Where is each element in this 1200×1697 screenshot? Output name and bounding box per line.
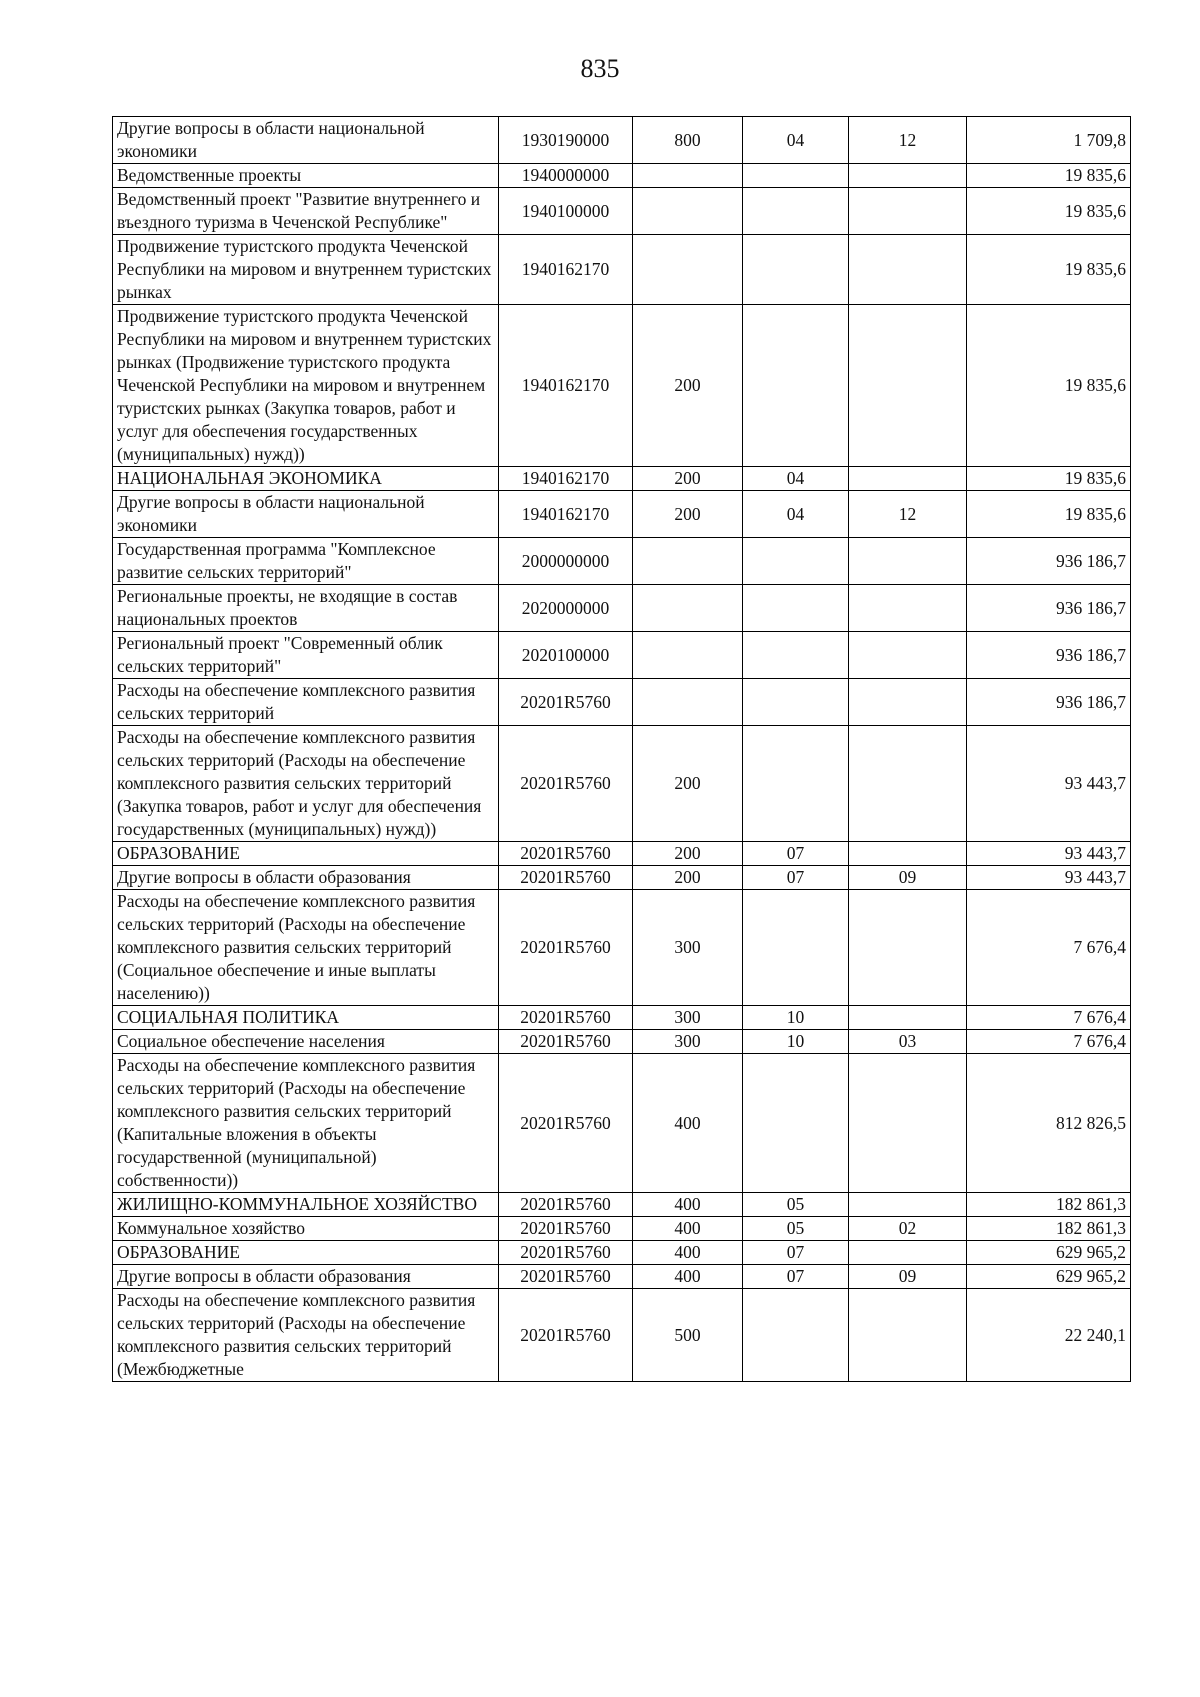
row-section-cell: 04 [743, 491, 849, 538]
row-subsection-cell [849, 1241, 967, 1265]
row-name-cell: Региональные проекты, не входящие в состав национальных проектов [113, 585, 499, 632]
row-subsection-cell [849, 842, 967, 866]
row-section-cell [743, 1054, 849, 1193]
row-section-cell [743, 632, 849, 679]
budget-table [112, 116, 1131, 1382]
row-amount-cell: 19 835,6 [967, 491, 1131, 538]
row-section-cell: 10 [743, 1030, 849, 1054]
page-number: 835 [580, 54, 620, 83]
row-amount-cell: 19 835,6 [967, 467, 1131, 491]
row-expense-type-cell: 200 [633, 491, 743, 538]
row-target-article-cell: 20201R5760 [499, 1265, 633, 1289]
row-expense-type-cell [633, 585, 743, 632]
row-expense-type-cell [633, 188, 743, 235]
row-expense-type-cell: 200 [633, 305, 743, 467]
row-amount-cell: 19 835,6 [967, 235, 1131, 305]
row-subsection-cell: 09 [849, 1265, 967, 1289]
row-subsection-cell [849, 538, 967, 585]
row-name-cell: Другие вопросы в области образования [113, 1265, 499, 1289]
row-section-cell: 07 [743, 866, 849, 890]
table-row [113, 632, 1131, 679]
row-amount-cell: 936 186,7 [967, 632, 1131, 679]
table-row [113, 1006, 1131, 1030]
row-target-article-cell: 20201R5760 [499, 726, 633, 842]
row-subsection-cell [849, 467, 967, 491]
table-row [113, 679, 1131, 726]
row-expense-type-cell: 400 [633, 1054, 743, 1193]
row-expense-type-cell: 200 [633, 467, 743, 491]
table-row [113, 538, 1131, 585]
row-amount-cell: 19 835,6 [967, 188, 1131, 235]
row-expense-type-cell [633, 164, 743, 188]
row-subsection-cell [849, 1054, 967, 1193]
row-amount-cell: 7 676,4 [967, 1030, 1131, 1054]
row-subsection-cell: 02 [849, 1217, 967, 1241]
row-expense-type-cell: 200 [633, 726, 743, 842]
row-expense-type-cell [633, 235, 743, 305]
row-target-article-cell: 20201R5760 [499, 679, 633, 726]
row-target-article-cell: 20201R5760 [499, 1193, 633, 1217]
row-subsection-cell: 12 [849, 491, 967, 538]
row-expense-type-cell [633, 538, 743, 585]
row-target-article-cell: 20201R5760 [499, 1006, 633, 1030]
row-name-cell: Расходы на обеспечение комплексного развития сельских территорий (Расходы на обеспечение комплексного развития сельских территорий (Социальное обеспечение и иные выплаты населению)) [113, 890, 499, 1006]
row-target-article-cell: 1940000000 [499, 164, 633, 188]
row-name-cell: Ведомственные проекты [113, 164, 499, 188]
table-row [113, 117, 1131, 164]
table-row [113, 1289, 1131, 1382]
row-target-article-cell: 2020100000 [499, 632, 633, 679]
row-subsection-cell: 09 [849, 866, 967, 890]
row-section-cell: 05 [743, 1217, 849, 1241]
table-row [113, 1265, 1131, 1289]
row-target-article-cell: 1940100000 [499, 188, 633, 235]
table-row [113, 164, 1131, 188]
table-row [113, 235, 1131, 305]
row-name-cell: ЖИЛИЩНО-КОММУНАЛЬНОЕ ХОЗЯЙСТВО [113, 1193, 499, 1217]
row-target-article-cell: 20201R5760 [499, 842, 633, 866]
row-name-cell: ОБРАЗОВАНИЕ [113, 1241, 499, 1265]
row-name-cell: Другие вопросы в области национальной экономики [113, 491, 499, 538]
row-subsection-cell [849, 188, 967, 235]
row-target-article-cell: 2000000000 [499, 538, 633, 585]
table-row [113, 726, 1131, 842]
table-row [113, 1217, 1131, 1241]
table-row [113, 1241, 1131, 1265]
row-target-article-cell: 20201R5760 [499, 1217, 633, 1241]
row-name-cell: Социальное обеспечение населения [113, 1030, 499, 1054]
table-row [113, 890, 1131, 1006]
row-name-cell: ОБРАЗОВАНИЕ [113, 842, 499, 866]
row-name-cell: Расходы на обеспечение комплексного развития сельских территорий (Расходы на обеспечение комплексного развития сельских территорий (Капитальные вложения в объекты государственной (муниципальной) собственности)) [113, 1054, 499, 1193]
row-expense-type-cell: 400 [633, 1265, 743, 1289]
row-amount-cell: 629 965,2 [967, 1241, 1131, 1265]
row-name-cell: НАЦИОНАЛЬНАЯ ЭКОНОМИКА [113, 467, 499, 491]
row-subsection-cell [849, 235, 967, 305]
row-amount-cell: 936 186,7 [967, 538, 1131, 585]
row-target-article-cell: 20201R5760 [499, 1241, 633, 1265]
row-subsection-cell [849, 890, 967, 1006]
row-amount-cell: 93 443,7 [967, 842, 1131, 866]
row-section-cell [743, 890, 849, 1006]
row-target-article-cell: 1940162170 [499, 467, 633, 491]
row-subsection-cell [849, 164, 967, 188]
row-subsection-cell [849, 726, 967, 842]
row-target-article-cell: 20201R5760 [499, 1030, 633, 1054]
row-expense-type-cell: 200 [633, 842, 743, 866]
row-section-cell [743, 235, 849, 305]
row-section-cell: 05 [743, 1193, 849, 1217]
row-name-cell: Расходы на обеспечение комплексного развития сельских территорий (Расходы на обеспечение комплексного развития сельских территорий (Межбюджетные [113, 1289, 499, 1382]
row-expense-type-cell: 800 [633, 117, 743, 164]
row-name-cell: Другие вопросы в области образования [113, 866, 499, 890]
row-expense-type-cell: 300 [633, 1006, 743, 1030]
row-section-cell [743, 679, 849, 726]
row-expense-type-cell: 200 [633, 866, 743, 890]
row-section-cell [743, 1289, 849, 1382]
row-target-article-cell: 20201R5760 [499, 1289, 633, 1382]
row-expense-type-cell: 400 [633, 1241, 743, 1265]
row-amount-cell: 7 676,4 [967, 890, 1131, 1006]
row-subsection-cell [849, 1289, 967, 1382]
table-row [113, 1030, 1131, 1054]
table-row [113, 1193, 1131, 1217]
row-section-cell [743, 164, 849, 188]
row-subsection-cell: 03 [849, 1030, 967, 1054]
row-subsection-cell [849, 305, 967, 467]
row-name-cell: Расходы на обеспечение комплексного развития сельских территорий (Расходы на обеспечение комплексного развития сельских территорий (Закупка товаров, работ и услуг для обеспечения государственных (муниципальных) нужд)) [113, 726, 499, 842]
row-name-cell: Продвижение туристского продукта Чеченской Республики на мировом и внутреннем туристских рынках (Продвижение туристского продукта Чеченской Республики на мировом и внутреннем туристских рынках (Закупка товаров, работ и услуг для обеспечения государственных (муниципальных) нужд)) [113, 305, 499, 467]
row-amount-cell: 22 240,1 [967, 1289, 1131, 1382]
row-target-article-cell: 20201R5760 [499, 890, 633, 1006]
row-expense-type-cell: 500 [633, 1289, 743, 1382]
row-section-cell [743, 585, 849, 632]
row-name-cell: Региональный проект "Современный облик сельских территорий" [113, 632, 499, 679]
row-section-cell: 04 [743, 117, 849, 164]
row-section-cell [743, 726, 849, 842]
row-expense-type-cell [633, 632, 743, 679]
row-target-article-cell: 1940162170 [499, 491, 633, 538]
row-expense-type-cell: 400 [633, 1193, 743, 1217]
row-name-cell: Другие вопросы в области национальной экономики [113, 117, 499, 164]
row-section-cell: 07 [743, 1241, 849, 1265]
row-section-cell: 10 [743, 1006, 849, 1030]
row-amount-cell: 629 965,2 [967, 1265, 1131, 1289]
row-section-cell: 04 [743, 467, 849, 491]
row-name-cell: Государственная программа "Комплексное развитие сельских территорий" [113, 538, 499, 585]
row-amount-cell: 19 835,6 [967, 305, 1131, 467]
row-subsection-cell [849, 632, 967, 679]
row-expense-type-cell: 300 [633, 1030, 743, 1054]
row-target-article-cell: 1940162170 [499, 305, 633, 467]
row-amount-cell: 19 835,6 [967, 164, 1131, 188]
row-target-article-cell: 1930190000 [499, 117, 633, 164]
row-section-cell [743, 538, 849, 585]
row-section-cell: 07 [743, 1265, 849, 1289]
row-name-cell: СОЦИАЛЬНАЯ ПОЛИТИКА [113, 1006, 499, 1030]
table-row [113, 585, 1131, 632]
row-name-cell: Расходы на обеспечение комплексного развития сельских территорий [113, 679, 499, 726]
table-row [113, 491, 1131, 538]
row-expense-type-cell: 300 [633, 890, 743, 1006]
table-row [113, 188, 1131, 235]
row-section-cell [743, 188, 849, 235]
row-amount-cell: 1 709,8 [967, 117, 1131, 164]
row-amount-cell: 182 861,3 [967, 1193, 1131, 1217]
table-row [113, 467, 1131, 491]
row-target-article-cell: 1940162170 [499, 235, 633, 305]
row-amount-cell: 182 861,3 [967, 1217, 1131, 1241]
row-name-cell: Продвижение туристского продукта Чеченской Республики на мировом и внутреннем туристских рынках [113, 235, 499, 305]
table-row [113, 305, 1131, 467]
row-target-article-cell: 2020000000 [499, 585, 633, 632]
row-amount-cell: 936 186,7 [967, 679, 1131, 726]
row-amount-cell: 93 443,7 [967, 726, 1131, 842]
row-subsection-cell: 12 [849, 117, 967, 164]
row-amount-cell: 936 186,7 [967, 585, 1131, 632]
row-subsection-cell [849, 679, 967, 726]
row-section-cell: 07 [743, 842, 849, 866]
row-subsection-cell [849, 1006, 967, 1030]
row-target-article-cell: 20201R5760 [499, 866, 633, 890]
row-amount-cell: 812 826,5 [967, 1054, 1131, 1193]
row-section-cell [743, 305, 849, 467]
table-body [113, 117, 1131, 1382]
table-row [113, 866, 1131, 890]
row-expense-type-cell [633, 679, 743, 726]
row-name-cell: Коммунальное хозяйство [113, 1217, 499, 1241]
row-subsection-cell [849, 1193, 967, 1217]
table-row [113, 842, 1131, 866]
row-amount-cell: 7 676,4 [967, 1006, 1131, 1030]
row-target-article-cell: 20201R5760 [499, 1054, 633, 1193]
row-expense-type-cell: 400 [633, 1217, 743, 1241]
table-row [113, 1054, 1131, 1193]
row-subsection-cell [849, 585, 967, 632]
row-amount-cell: 93 443,7 [967, 866, 1131, 890]
row-name-cell: Ведомственный проект "Развитие внутреннего и въездного туризма в Чеченской Республике" [113, 188, 499, 235]
